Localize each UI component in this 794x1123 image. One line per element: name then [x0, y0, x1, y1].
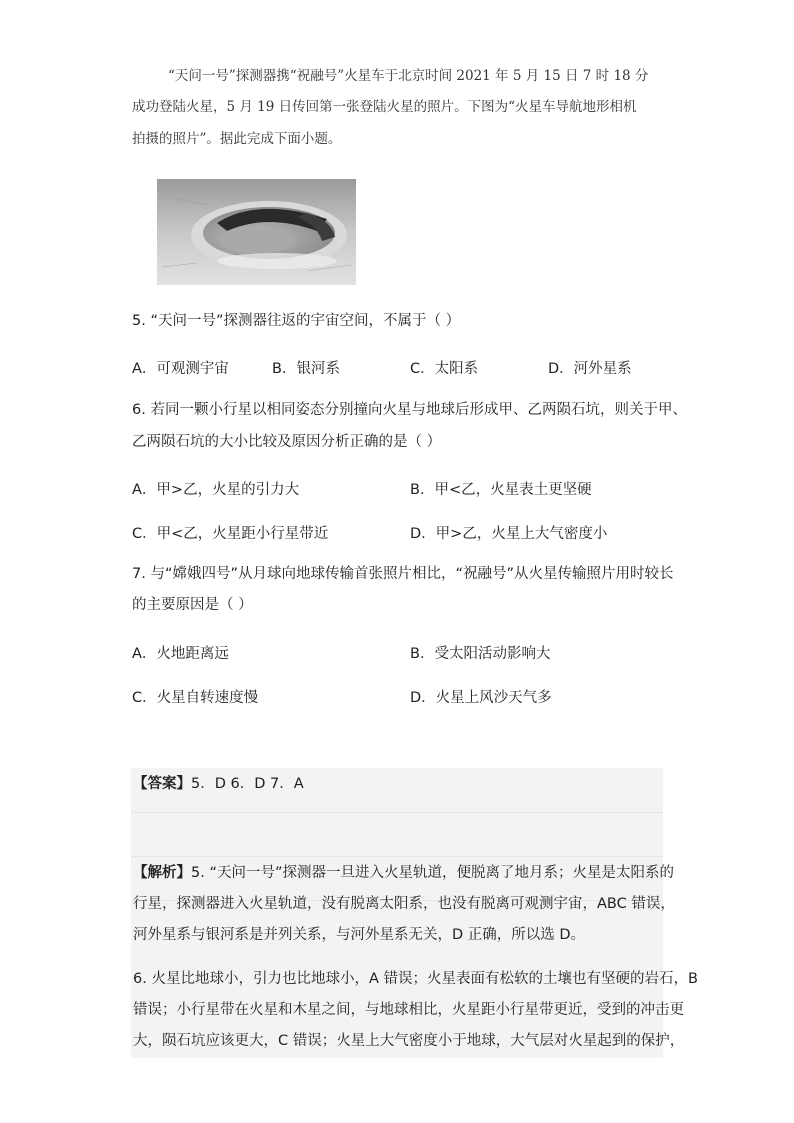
- answer-text: 5．D 6．D 7．A: [191, 776, 304, 792]
- q6-option-a: A．甲>乙，火星的引力大: [132, 482, 300, 498]
- q6-option-c: C．甲<乙，火星距小行星带近: [132, 526, 329, 542]
- analysis-q5-line-1: [133, 866, 674, 881]
- q5-option-c: C．太阳系: [410, 361, 479, 377]
- q7-stem-line-2: 的主要原因是（ ）: [132, 597, 253, 613]
- q6-stem-line-2: 乙两陨石坑的大小比较及原因分析正确的是（ ）: [132, 434, 442, 450]
- analysis-q5-line-2: 行星，探测器进入火星轨道，没有脱离太阳系，也没有脱离可观测宇宙，ABC 错误，: [133, 896, 675, 912]
- mars-crater-photo: [157, 179, 356, 285]
- analysis-q6-line-1: 6. 火星比地球小，引力也比地球小，A 错误；火星表面有松软的土壤也有坚硬的岩石，B: [133, 971, 698, 987]
- analysis-q5-line-3: 河外星系与银河系是并列关系，与河外星系无关，D 正确，所以选 D。: [133, 927, 586, 943]
- q7-stem-line-1: 7. 与“嫦娥四号”从月球向地球传输首张照片相比，“祝融号”从火星传输照片用时较长: [132, 566, 674, 582]
- analysis-q6-line-2: 错误；小行星带在火星和木星之间，与地球相比，火星距小行星带更近，受到的冲击更: [133, 1002, 684, 1018]
- analysis-q6-line-3: 大，陨石坑应该更大，C 错误；火星上大气密度小于地球，大气层对火星起到的保护，: [133, 1033, 685, 1049]
- intro-line-3: 拍摄的照片”。据此完成下面小题。: [132, 131, 342, 147]
- analysis-label: 【解析】: [133, 865, 191, 881]
- q7-option-d: D．火星上风沙天气多: [410, 690, 552, 706]
- q6-option-b: B．甲<乙，火星表土更坚硬: [410, 482, 592, 498]
- q7-option-c: C．火星自转速度慢: [132, 690, 259, 706]
- q5-option-a: A．可观测宇宙: [132, 361, 229, 377]
- answer-section: [133, 777, 304, 792]
- q7-option-a: A．火地距离远: [132, 646, 229, 662]
- intro-line-1: “天问一号”探测器携“祝融号”火星车于北京时间 2021 年 5 月 15 日 7 时 18 分: [168, 68, 649, 84]
- q6-option-d: D．甲>乙，火星上大气密度小: [410, 526, 608, 542]
- intro-line-2: 成功登陆火星，5 月 19 日传回第一张登陆火星的照片。下图为“火星车导航地形相机: [132, 99, 637, 115]
- answer-label: 【答案】: [133, 776, 191, 792]
- q7-option-b: B．受太阳活动影响大: [410, 646, 551, 662]
- q5-stem: 5. “天问一号”探测器往返的宇宙空间，不属于（ ）: [132, 313, 461, 329]
- q6-stem-line-1: 6. 若同一颗小行星以相同姿态分别撞向火星与地球后形成甲、乙两陨石坑，则关于甲、: [132, 402, 687, 418]
- q5-option-d: D．河外星系: [548, 361, 632, 377]
- analysis-q5-text-1: 5. “天问一号”探测器一旦进入火星轨道，便脱离了地月系；火星是太阳系的: [191, 865, 674, 881]
- q5-option-b: B．银河系: [272, 361, 340, 377]
